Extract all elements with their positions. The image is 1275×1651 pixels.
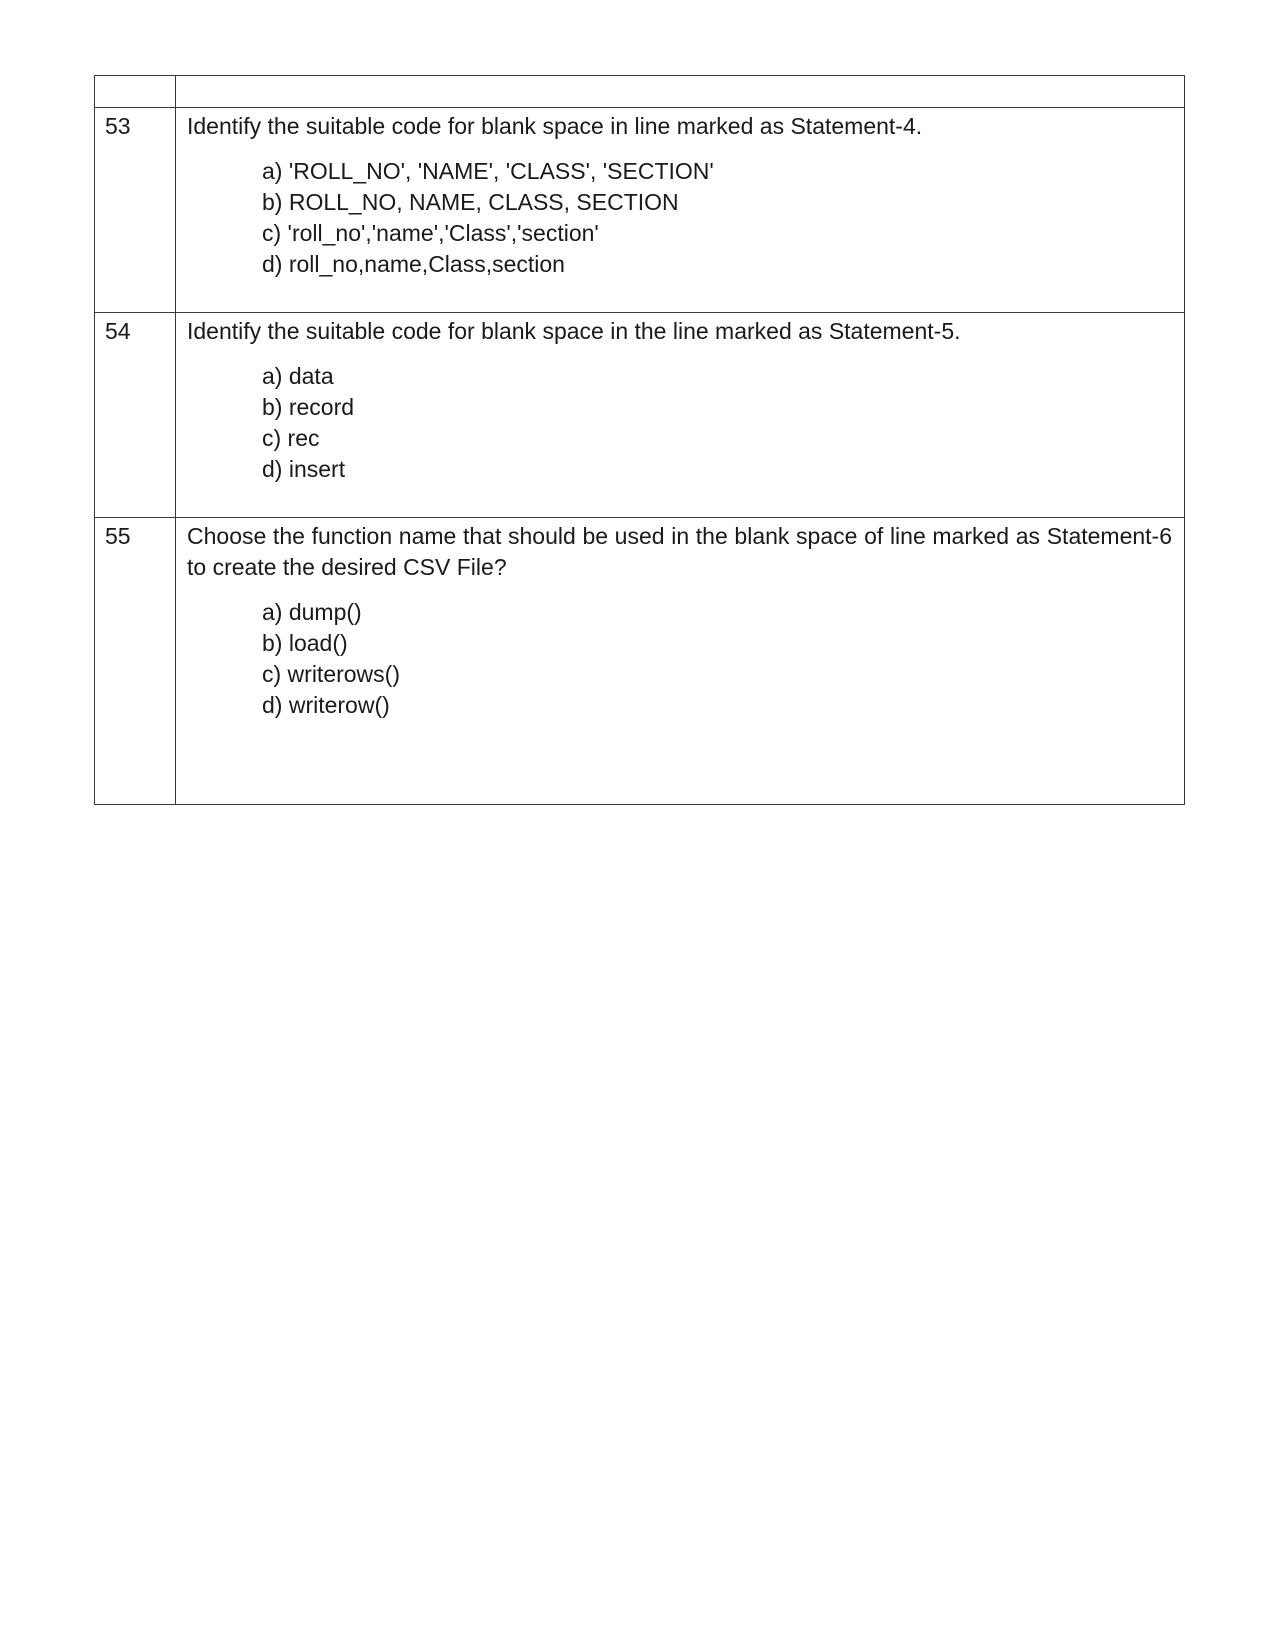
question-number: 53	[95, 108, 176, 313]
question-text: Identify the suitable code for blank space in line marked as Statement-4.	[187, 113, 923, 139]
option-a: a) data	[262, 363, 334, 389]
table-row	[95, 313, 1185, 518]
question-text: Choose the function name that should be used in the blank space of line marked as Statement-6 to create the desired CSV File?	[187, 523, 1172, 580]
option-c: c) rec	[262, 425, 320, 451]
question-number: 54	[95, 313, 176, 518]
option-c: c) writerows()	[262, 661, 400, 687]
question-number: 55	[95, 518, 176, 805]
option-d: d) writerow()	[262, 692, 390, 718]
option-list	[187, 597, 1172, 721]
option-b: b) record	[262, 394, 355, 420]
question-table	[94, 75, 1185, 805]
question-cell	[176, 518, 1185, 805]
table-row	[95, 518, 1185, 805]
option-list	[187, 156, 1172, 280]
question-text: Identify the suitable code for blank space in the line marked as Statement-5.	[187, 318, 961, 344]
option-b: b) load()	[262, 630, 348, 656]
option-list	[187, 361, 1172, 485]
option-c: c) 'roll_no','name','Class','section'	[262, 220, 599, 246]
table-header-row	[95, 76, 1185, 108]
option-a: a) dump()	[262, 599, 362, 625]
option-a: a) 'ROLL_NO', 'NAME', 'CLASS', 'SECTION'	[262, 158, 714, 184]
option-b: b) ROLL_NO, NAME, CLASS, SECTION	[262, 189, 679, 215]
option-d: d) roll_no,name,Class,section	[262, 251, 565, 277]
table-row	[95, 108, 1185, 313]
option-d: d) insert	[262, 456, 346, 482]
question-cell	[176, 313, 1185, 518]
header-num-cell	[95, 76, 176, 108]
question-cell	[176, 108, 1185, 313]
header-text-cell	[176, 76, 1185, 108]
